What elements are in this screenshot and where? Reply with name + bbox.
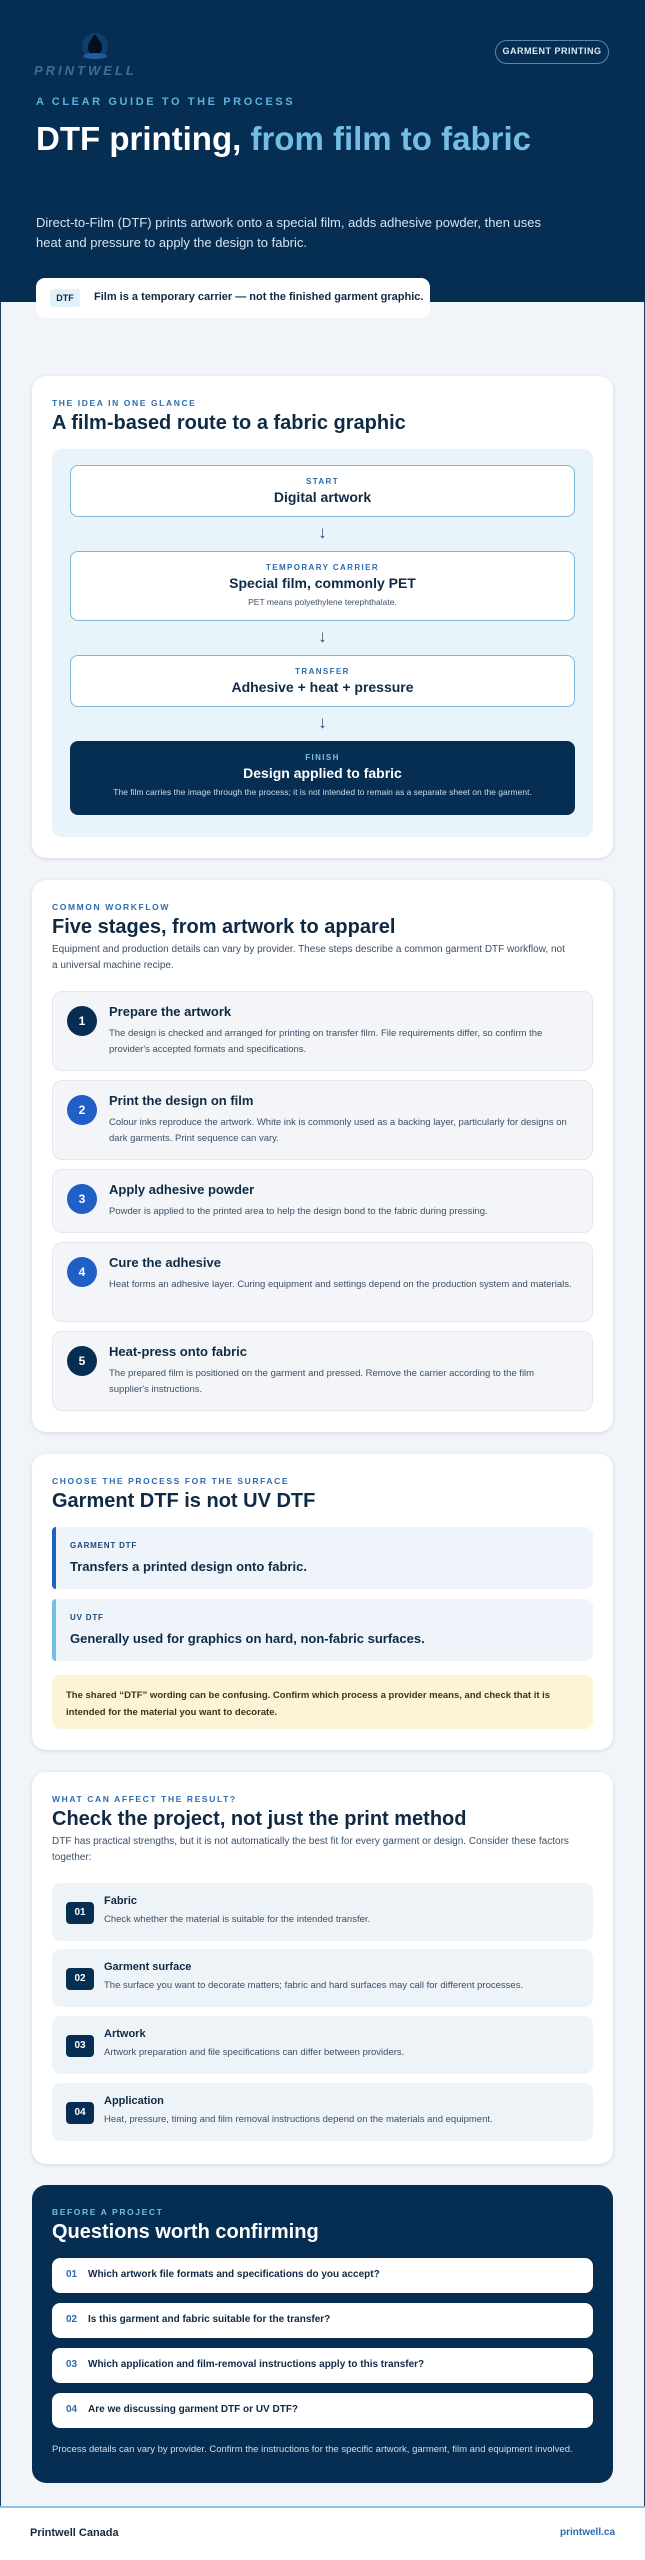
check-title: Application — [104, 2095, 164, 2107]
question-item — [52, 2348, 593, 2383]
page-title — [36, 120, 556, 158]
title-main: DTF printing, — [36, 120, 251, 157]
step-3 — [52, 1169, 593, 1233]
compare-title: Garment DTF is not UV DTF — [52, 1490, 316, 1512]
flow-box-transfer — [70, 655, 575, 707]
compare-card — [32, 1454, 613, 1750]
check-item — [52, 1949, 593, 2007]
compare-garment-dtf — [52, 1527, 593, 1589]
workflow-intro: Equipment and production details can vary by provider. These steps describe a common garment DTF workflow, not a universal machine recipe. — [52, 944, 565, 971]
site-footer — [0, 2506, 645, 2560]
flow-box-finish — [70, 741, 575, 815]
step-4 — [52, 1242, 593, 1322]
question-number: 01 — [66, 2269, 78, 2280]
accent-bar — [52, 1599, 56, 1661]
flow-title: Special film, commonly PET — [229, 575, 416, 591]
step-desc: Colour inks reproduce the artwork. White ink is commonly used as a backing layer, particularly for designs on dark garments. Print sequence can vary. — [109, 1117, 567, 1144]
flow-title: Adhesive + heat + pressure — [231, 679, 414, 695]
checks-eyebrow: WHAT CAN AFFECT THE RESULT? — [52, 1794, 237, 1804]
compare-uv-dtf — [52, 1599, 593, 1661]
flow-diagram — [52, 449, 593, 837]
checks-card — [32, 1772, 613, 2164]
overview-title: A film-based route to a fabric graphic — [52, 412, 406, 434]
step-number: 4 — [67, 1257, 97, 1287]
step-desc: Heat forms an adhesive layer. Curing equipment and settings depend on the production system and materials. — [109, 1279, 572, 1290]
step-number: 2 — [67, 1095, 97, 1125]
footer-url[interactable]: printwell.ca — [559, 2527, 615, 2538]
step-desc: The prepared film is positioned on the garment and pressed. Remove the carrier according to the film supplier's instructions. — [109, 1368, 535, 1395]
check-desc: Artwork preparation and file specifications can differ between providers. — [104, 2047, 405, 2058]
hero-lede: Direct-to-Film (DTF) prints artwork onto a special film, adds adhesive powder, then uses heat and pressure to apply the design to fabric. — [36, 215, 542, 250]
check-item — [52, 2016, 593, 2074]
flow-title: Digital artwork — [273, 489, 372, 505]
check-title: Garment surface — [104, 1961, 192, 1973]
check-title: Artwork — [104, 2028, 146, 2040]
questions-footnote: Process details can vary by provider. Confirm the instructions for the specific artwork, garment, film and equipment involved. — [52, 2444, 573, 2455]
down-arrow-icon: ↓ — [318, 627, 327, 646]
logo-wordmark: PRINTWELL — [34, 63, 137, 78]
question-text: Which artwork file formats and specifications do you accept? — [88, 2269, 380, 2280]
question-number: 02 — [66, 2314, 78, 2325]
checks-title: Check the project, not just the print method — [52, 1808, 467, 1830]
category-pill[interactable]: GARMENT PRINTING — [495, 40, 609, 64]
check-number: 04 — [66, 2102, 94, 2124]
flow-label: TEMPORARY CARRIER — [265, 563, 380, 572]
flow-sub: The film carries the image through the process; it is not intended to remain as a separate sheet on the garment. — [113, 787, 532, 797]
title-accent: from film to fabric — [250, 120, 531, 157]
step-number: 5 — [67, 1346, 97, 1376]
flow-box-start — [70, 465, 575, 517]
compare-eyebrow: CHOOSE THE PROCESS FOR THE SURFACE — [52, 1476, 290, 1486]
check-item — [52, 1883, 593, 1941]
check-number: 02 — [66, 1968, 94, 1990]
question-item — [52, 2303, 593, 2338]
note-text: Film is a temporary carrier — not the finished garment graphic. — [94, 291, 424, 303]
compare-label: GARMENT DTF — [70, 1541, 138, 1550]
step-desc: The design is checked and arranged for printing on transfer film. File requirements differ, so confirm the provider's accepted formats and specifications. — [109, 1028, 543, 1055]
step-title: Apply adhesive powder — [109, 1182, 255, 1197]
questions-title: Questions worth confirming — [52, 2221, 319, 2243]
questions-eyebrow: BEFORE A PROJECT — [52, 2207, 164, 2217]
flow-title: Design applied to fabric — [243, 765, 402, 781]
flow-label: FINISH — [305, 753, 340, 762]
workflow-card — [32, 880, 613, 1432]
flow-label: TRANSFER — [295, 667, 350, 676]
step-1 — [52, 991, 593, 1071]
check-number: 01 — [66, 1902, 94, 1924]
step-title: Prepare the artwork — [109, 1004, 232, 1019]
check-desc: Check whether the material is suitable for the intended transfer. — [104, 1914, 371, 1925]
step-title: Print the design on film — [109, 1093, 254, 1108]
compare-text: Generally used for graphics on hard, non-fabric surfaces. — [70, 1631, 425, 1646]
step-title: Heat-press onto fabric — [109, 1344, 247, 1359]
check-number: 03 — [66, 2035, 94, 2057]
workflow-eyebrow: COMMON WORKFLOW — [52, 902, 170, 912]
compare-label: UV DTF — [70, 1613, 104, 1622]
question-text: Is this garment and fabric suitable for the transfer? — [88, 2314, 331, 2325]
question-text: Are we discussing garment DTF or UV DTF? — [88, 2404, 299, 2415]
question-text: Which application and film-removal instructions apply to this transfer? — [88, 2359, 425, 2370]
step-number: 3 — [67, 1184, 97, 1214]
down-arrow-icon: ↓ — [318, 523, 327, 542]
check-title: Fabric — [104, 1895, 138, 1907]
check-desc: Heat, pressure, timing and film removal instructions depend on the materials and equipment. — [104, 2114, 493, 2125]
question-number: 04 — [66, 2404, 78, 2415]
step-number: 1 — [67, 1006, 97, 1036]
note-tag: DTF — [50, 289, 80, 307]
step-desc: Powder is applied to the printed area to help the design bond to the fabric during pressing. — [109, 1206, 488, 1217]
logo[interactable] — [34, 30, 164, 78]
question-item — [52, 2393, 593, 2428]
overview-card — [32, 376, 613, 858]
hero-note — [36, 278, 430, 318]
footer-brand[interactable]: Printwell Canada — [30, 2527, 119, 2539]
step-2 — [52, 1080, 593, 1160]
accent-bar — [52, 1527, 56, 1589]
question-number: 03 — [66, 2359, 78, 2370]
flow-label: START — [305, 477, 340, 486]
check-item — [52, 2083, 593, 2141]
flow-sub: PET means polyethylene terephthalate. — [248, 597, 397, 607]
step-5 — [52, 1331, 593, 1411]
down-arrow-icon: ↓ — [318, 713, 327, 732]
checks-intro: DTF has practical strengths, but it is not automatically the best fit for every garment or design. Consider these factors together: — [52, 1836, 569, 1863]
ink-drop-icon — [80, 30, 110, 60]
questions-card — [32, 2185, 613, 2483]
flow-box-carrier — [70, 551, 575, 621]
hero — [0, 0, 645, 302]
workflow-title: Five stages, from artwork to apparel — [52, 916, 396, 938]
step-title: Cure the adhesive — [109, 1255, 221, 1270]
warning-callout: The shared “DTF” wording can be confusing. Confirm which process a provider means, and check that it is intended for the material you want to decorate. — [52, 1675, 593, 1729]
hero-eyebrow: A CLEAR GUIDE TO THE PROCESS — [36, 96, 296, 108]
question-item — [52, 2258, 593, 2293]
overview-eyebrow: THE IDEA IN ONE GLANCE — [52, 398, 197, 408]
check-desc: The surface you want to decorate matters; fabric and hard surfaces may call for different processes. — [104, 1980, 524, 1991]
compare-text: Transfers a printed design onto fabric. — [70, 1559, 307, 1574]
